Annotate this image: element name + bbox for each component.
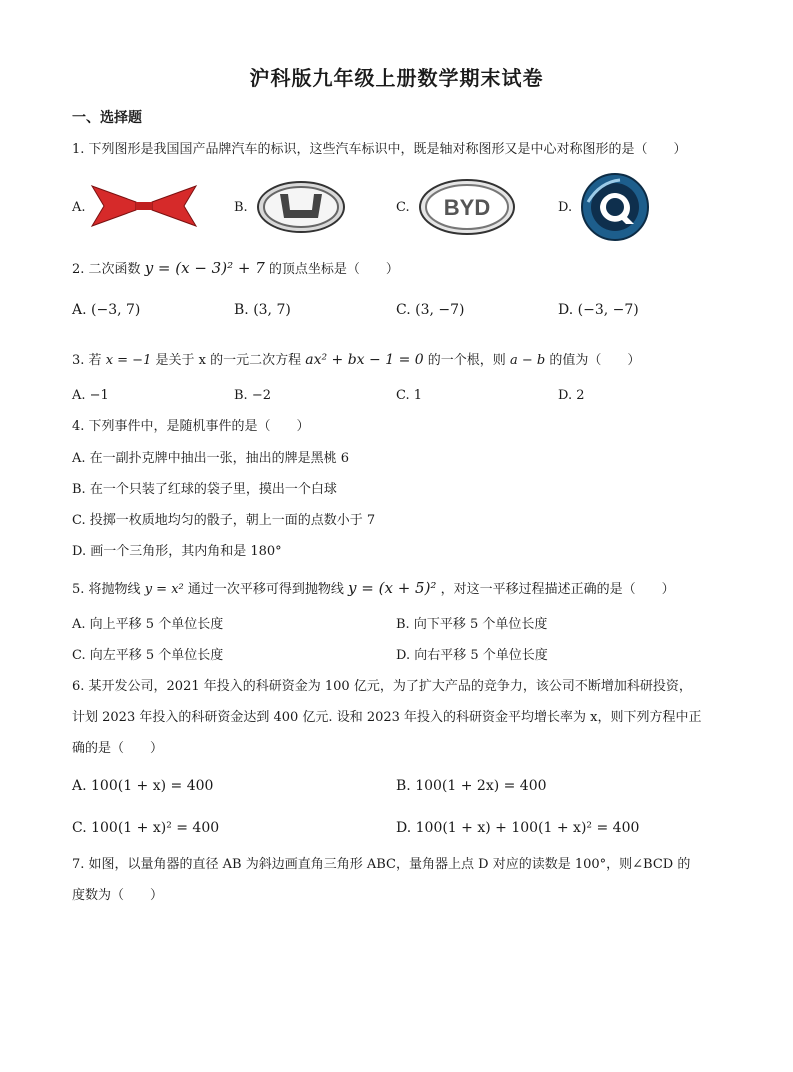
q2-option-d: D. (−3, −7) xyxy=(558,302,639,318)
q3-option-c: C. 1 xyxy=(396,388,423,403)
q1-option-b-label: B. xyxy=(234,200,248,215)
car-logo-a xyxy=(90,182,198,230)
q3-option-a: A. −1 xyxy=(72,388,109,403)
q2-option-b: B. (3, 7) xyxy=(234,302,291,318)
q3-stem-pre: 3. 若 xyxy=(72,353,102,368)
q4-option-c: C. 投掷一枚质地均匀的骰子，朝上一面的点数小于 7 xyxy=(72,513,376,528)
q1-option-c-label: C. xyxy=(396,200,410,215)
question-6-line-1: 6. 某开发公司，2021 年投入的科研资金为 100 亿元，为了扩大产品的竞争力，该公司不断增加科研投资， xyxy=(72,679,692,694)
q5-stem-mid: 通过一次平移可得到抛物线 xyxy=(187,582,344,597)
q6-option-a: A. 100(1 + x) = 400 xyxy=(72,778,214,794)
q5-option-a: A. 向上平移 5 个单位长度 xyxy=(72,617,224,632)
q3-expression: a − b xyxy=(509,353,546,368)
question-5 xyxy=(72,578,675,600)
q4-option-a: A. 在一副扑克牌中抽出一张，抽出的牌是黑桃 6 xyxy=(72,451,350,466)
q4-option-d: D. 画一个三角形，其内角和是 180° xyxy=(72,544,282,559)
q3-stem-mid: 是关于 x 的一元二次方程 xyxy=(155,353,302,368)
q5-stem-post: ，对这一平移过程描述正确的是（ ） xyxy=(440,582,675,597)
q3-stem-post: 的值为（ ） xyxy=(549,353,641,368)
q2-stem-pre: 2. 二次函数 xyxy=(72,262,141,277)
question-6-line-3: 确的是（ ） xyxy=(72,741,164,756)
question-3 xyxy=(72,350,640,371)
q6-option-b: B. 100(1 + 2x) = 400 xyxy=(396,778,547,794)
question-2 xyxy=(72,258,399,280)
q5-option-d: D. 向右平移 5 个单位长度 xyxy=(396,648,548,663)
q6-option-c: C. 100(1 + x)² = 400 xyxy=(72,820,220,836)
q5-option-c: C. 向左平移 5 个单位长度 xyxy=(72,648,224,663)
question-6-line-2: 计划 2023 年投入的科研资金达到 400 亿元. 设和 2023 年投入的科研资金平均增长率为 x，则下列方程中正 xyxy=(72,710,702,725)
question-7-line-2: 度数为（ ） xyxy=(72,888,164,903)
question-7-line-1: 7. 如图，以量角器的直径 AB 为斜边画直角三角形 ABC，量角器上点 D 对应的读数是 100°，则∠BCD 的 xyxy=(72,857,691,872)
car-logo-c xyxy=(418,178,516,236)
q2-option-a: A. (−3, 7) xyxy=(72,302,141,318)
logo-c-text: BYD xyxy=(443,195,491,220)
q3-condition: x = −1 xyxy=(105,353,152,368)
q5-stem-pre: 5. 将抛物线 xyxy=(72,582,141,597)
question-1-stem: 1. 下列图形是我国国产品牌汽车的标识，这些汽车标识中，既是轴对称图形又是中心对称图形的是（ ） xyxy=(72,142,687,157)
q3-equation: ax² + bx − 1 = 0 xyxy=(305,352,424,368)
q3-option-b: B. −2 xyxy=(234,388,271,403)
page-title: 沪科版九年级上册数学期末试卷 xyxy=(249,66,544,90)
section-heading: 一、选择题 xyxy=(72,110,142,126)
q3-option-d: D. 2 xyxy=(558,388,585,403)
q5-formula-1: y = x² xyxy=(144,582,184,597)
q1-option-a-label: A. xyxy=(72,200,86,215)
q3-stem-mid2: 的一个根，则 xyxy=(427,353,506,368)
q5-formula-2: y = (x + 5)² xyxy=(348,579,437,597)
q4-option-b: B. 在一个只装了红球的袋子里，摸出一个白球 xyxy=(72,482,337,497)
q5-option-b: B. 向下平移 5 个单位长度 xyxy=(396,617,548,632)
q2-formula: y = (x − 3)² + 7 xyxy=(144,259,265,277)
q2-option-c: C. (3, −7) xyxy=(396,302,465,318)
q2-stem-post: 的顶点坐标是（ ） xyxy=(268,262,399,277)
car-logo-d xyxy=(580,172,650,242)
car-logo-b xyxy=(256,180,346,234)
q6-option-d: D. 100(1 + x) + 100(1 + x)² = 400 xyxy=(396,820,640,836)
q1-option-d-label: D. xyxy=(558,200,573,215)
question-4-stem: 4. 下列事件中，是随机事件的是（ ） xyxy=(72,419,310,434)
